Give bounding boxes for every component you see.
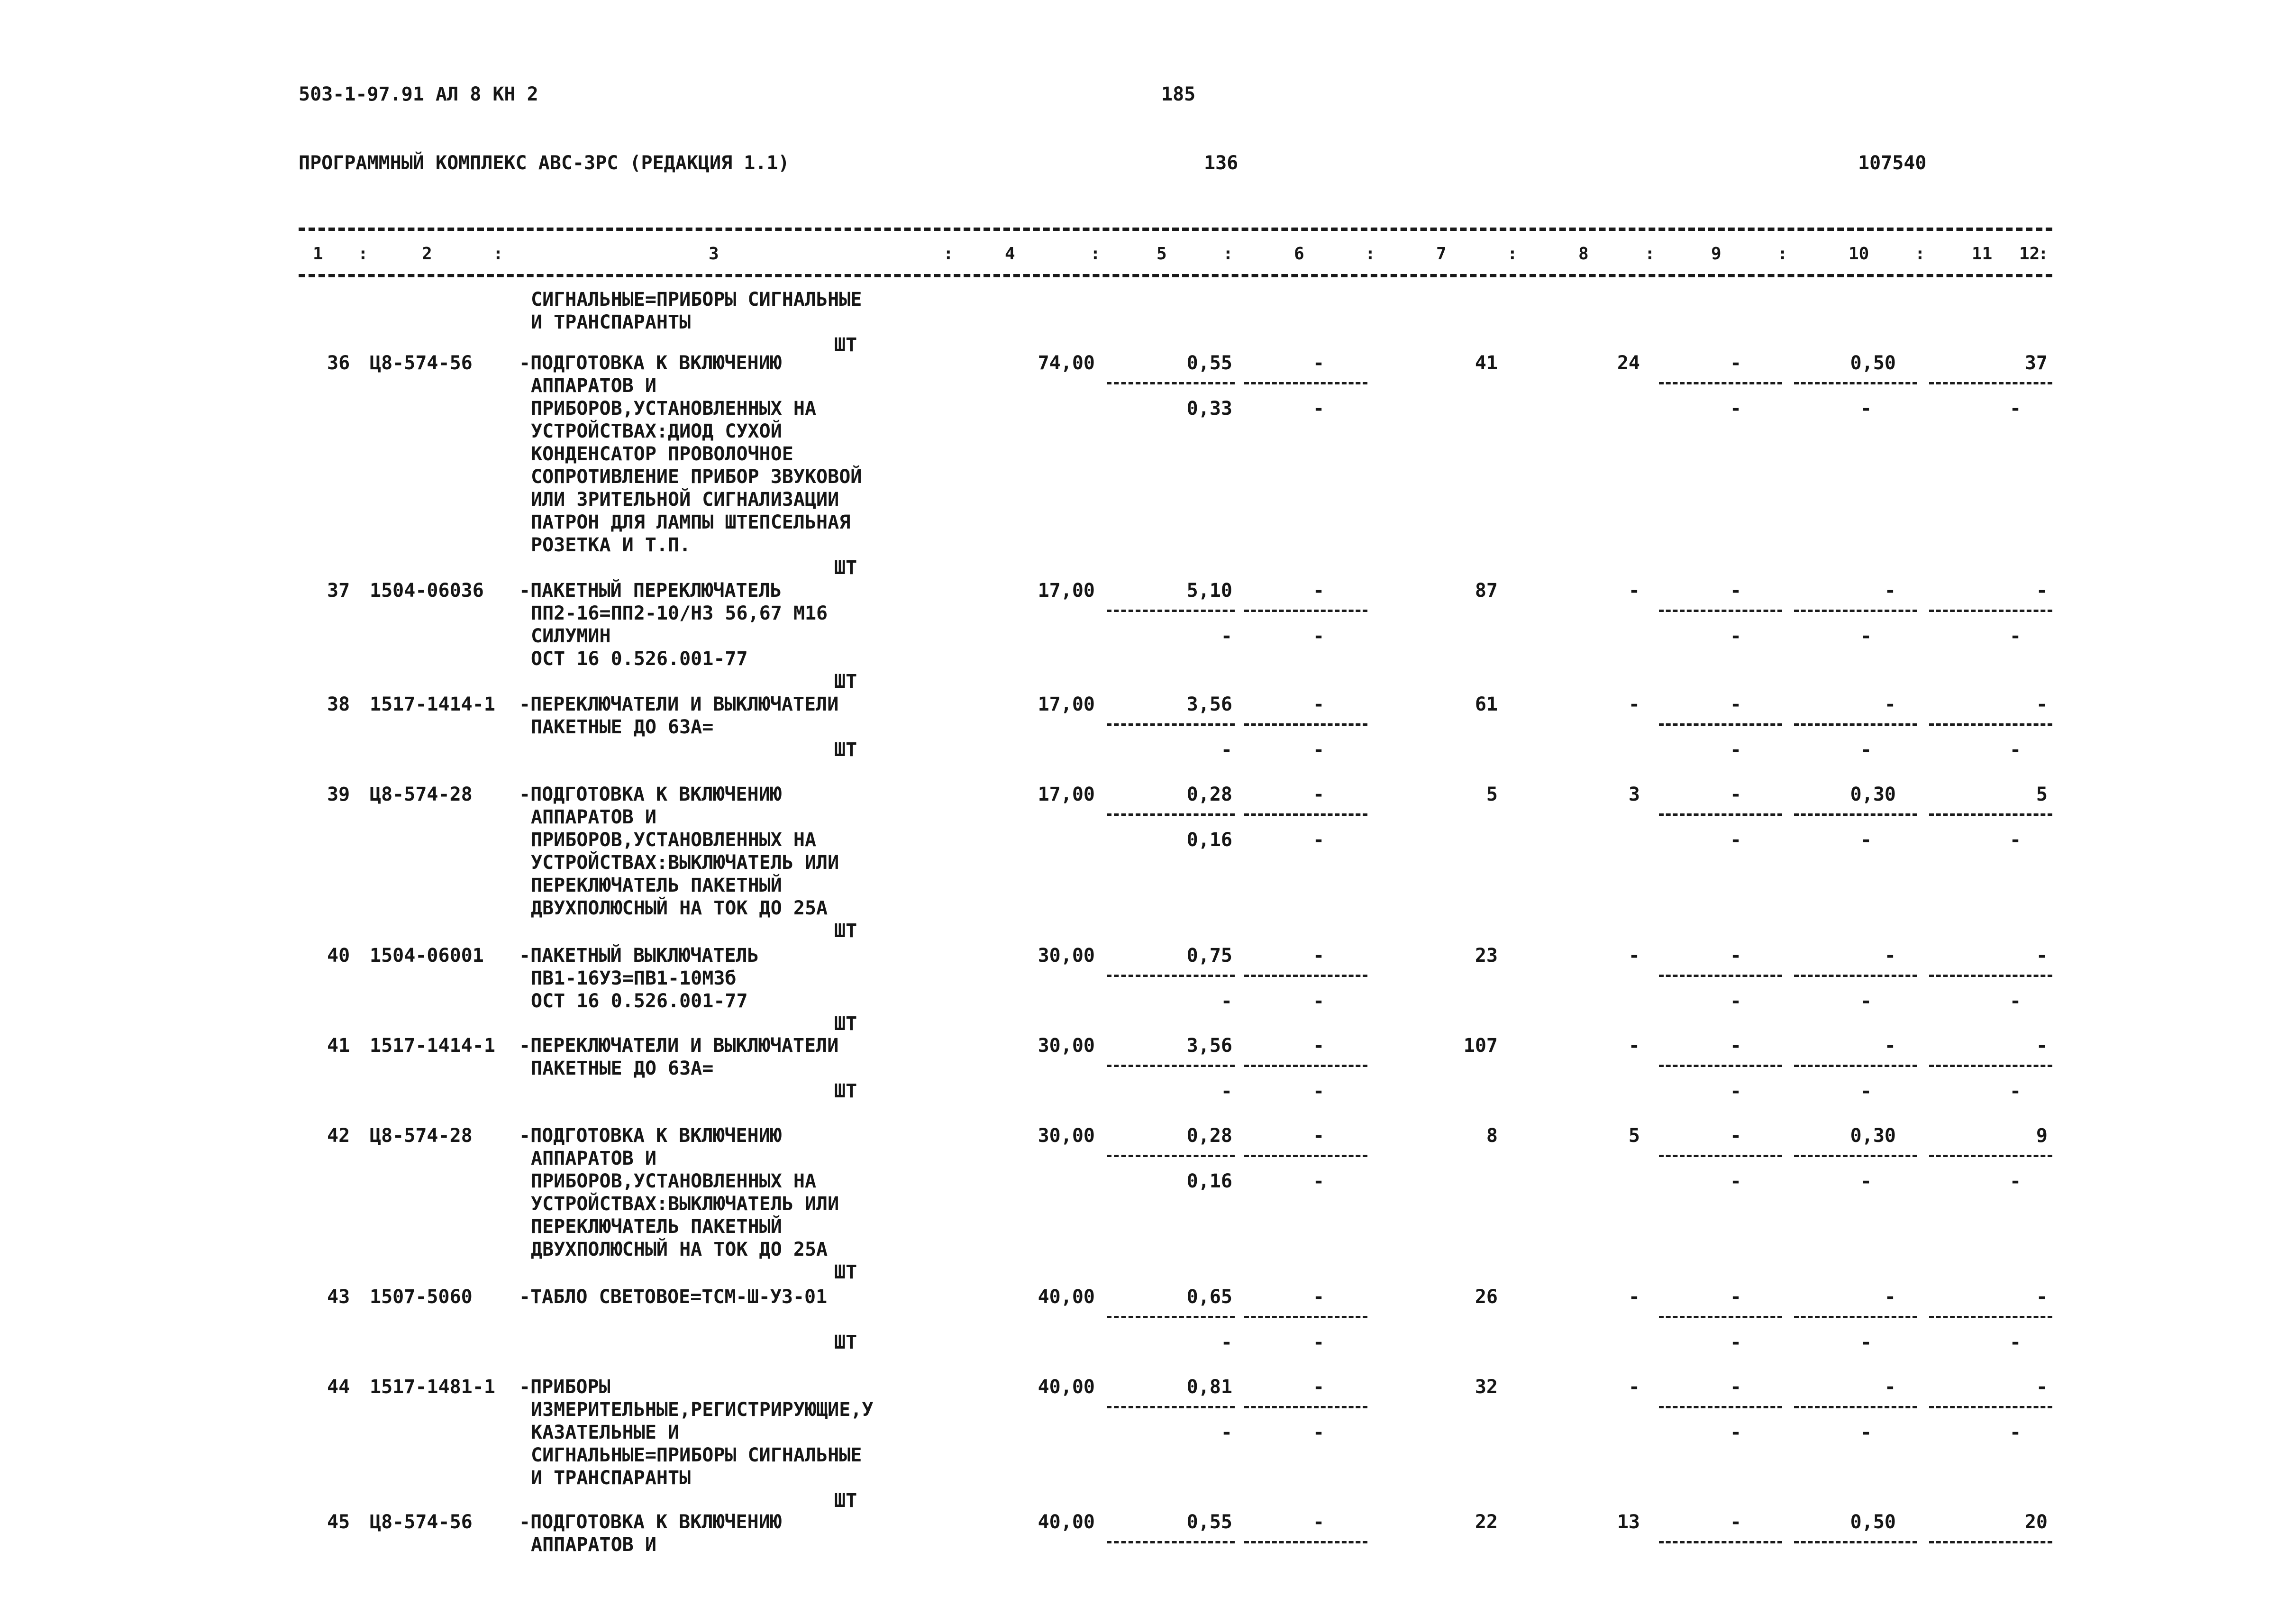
separator-dash (1929, 1155, 2052, 1157)
row-description-line: ДВУХПОЛЮСНЫЙ НА ТОК ДО 25А (531, 897, 828, 919)
row-col9-bottom: - (1730, 1170, 1742, 1192)
top-rule (299, 228, 2052, 231)
column-header-cell: 8 (1578, 244, 1589, 264)
row-description-line: СОПРОТИВЛЕНИЕ ПРИБОР ЗВУКОВОЙ (531, 466, 862, 488)
row-description-line: -ПАКЕТНЫЙ ПЕРЕКЛЮЧАТЕЛЬ (519, 580, 782, 602)
separator-dash (1794, 1541, 1917, 1543)
row-col6-top: - (1313, 1035, 1325, 1057)
intro-unit: ШТ (834, 334, 857, 356)
row-description-line: -ПРИБОРЫ (519, 1376, 610, 1398)
row-unit: ШТ (834, 1490, 857, 1512)
row-number: 40 (327, 945, 350, 967)
column-header-cell: : (2038, 244, 2049, 264)
row-col5-bottom: 0,33 (1186, 398, 1232, 420)
row-unit: ШТ (834, 1013, 857, 1035)
column-header-cell: : (358, 244, 368, 264)
row-unit: ШТ (834, 739, 857, 761)
row-col5-top: 0,81 (1186, 1376, 1232, 1398)
row-number: 39 (327, 784, 350, 805)
row-col10-top: - (1884, 1035, 1896, 1057)
row-col9-top: - (1730, 1286, 1742, 1308)
row-col9-top: - (1730, 352, 1742, 374)
row-col11-bottom: - (2010, 1422, 2022, 1443)
row-code: Ц8-574-28 (370, 1125, 473, 1147)
intro-line-1: СИГНАЛЬНЫЕ=ПРИБОРЫ СИГНАЛЬНЫЕ (531, 289, 862, 310)
row-quantity: 40,00 (1038, 1286, 1095, 1308)
row-col11-top: 9 (2036, 1125, 2048, 1147)
row-col5-bottom: 0,16 (1186, 829, 1232, 851)
row-col7: 5 (1486, 784, 1498, 805)
row-col7: 61 (1475, 693, 1498, 715)
row-col6-top: - (1313, 693, 1325, 715)
row-col8: - (1628, 1376, 1640, 1398)
row-description-line: УСТРОЙСТВАХ:ВЫКЛЮЧАТЕЛЬ ИЛИ (531, 1193, 839, 1215)
row-col9-bottom: - (1730, 1422, 1742, 1443)
row-description-line: ПП2-16=ПП2-10/Н3 56,67 М16 (531, 602, 828, 624)
page-number: 185 (1161, 83, 1196, 105)
column-header-cell: : (1645, 244, 1655, 264)
row-code: 1517-1414-1 (370, 693, 495, 715)
row-quantity: 30,00 (1038, 1035, 1095, 1057)
header-bottom-rule (299, 274, 2052, 277)
row-col6-top: - (1313, 1511, 1325, 1533)
row-col8: 5 (1628, 1125, 1640, 1147)
separator-dash (1794, 1406, 1917, 1408)
row-quantity: 30,00 (1038, 945, 1095, 967)
row-col11-top: 5 (2036, 784, 2048, 805)
column-header-cell: : (943, 244, 954, 264)
row-col9-top: - (1730, 945, 1742, 967)
row-col11-bottom: - (2010, 990, 2022, 1012)
row-unit: ШТ (834, 1261, 857, 1283)
row-description-line: -ТАБЛО СВЕТОВОЕ=ТСМ-Ш-У3-01 (519, 1286, 828, 1308)
row-col10-bottom: - (1860, 625, 1872, 647)
row-number: 37 (327, 580, 350, 602)
row-col11-top: - (2036, 580, 2048, 602)
separator-dash (1244, 1541, 1367, 1543)
row-unit: ШТ (834, 1332, 857, 1353)
separator-dash (1929, 382, 2052, 384)
row-description-line: -ПЕРЕКЛЮЧАТЕЛИ И ВЫКЛЮЧАТЕЛИ (519, 1035, 839, 1057)
row-col5-bottom: - (1220, 625, 1232, 647)
separator-dash (1244, 382, 1367, 384)
separator-dash (1794, 1155, 1917, 1157)
separator-dash (1244, 1406, 1367, 1408)
row-code: 1517-1481-1 (370, 1376, 495, 1398)
separator-dash (1107, 382, 1235, 384)
row-col10-bottom: - (1860, 1422, 1872, 1443)
row-col9-bottom: - (1730, 625, 1742, 647)
row-code: 1504-06001 (370, 945, 484, 967)
row-col10-top: - (1884, 945, 1896, 967)
row-col9-top: - (1730, 1511, 1742, 1533)
row-unit: ШТ (834, 671, 857, 693)
row-col9-bottom: - (1730, 990, 1742, 1012)
row-description-line: -ПОДГОТОВКА К ВКЛЮЧЕНИЮ (519, 352, 782, 374)
row-col11-bottom: - (2010, 625, 2022, 647)
row-description-line: ИЛИ ЗРИТЕЛЬНОЙ СИГНАЛИЗАЦИИ (531, 489, 839, 511)
row-col10-top: 0,30 (1850, 1125, 1896, 1147)
separator-dash (1794, 1065, 1917, 1067)
column-header-cell: 10 (1849, 244, 1869, 264)
row-col9-top: - (1730, 784, 1742, 805)
separator-dash (1794, 1316, 1917, 1318)
separator-dash (1244, 975, 1367, 977)
row-col7: 107 (1463, 1035, 1498, 1057)
row-number: 43 (327, 1286, 350, 1308)
row-col5-bottom: - (1220, 1422, 1232, 1443)
column-header-cell: : (1090, 244, 1101, 264)
row-quantity: 30,00 (1038, 1125, 1095, 1147)
separator-dash (1659, 610, 1782, 612)
program-title: ПРОГРАММНЫЙ КОМПЛЕКС АВС-3РС (РЕДАКЦИЯ 1.1) (299, 152, 790, 174)
separator-dash (1107, 813, 1235, 816)
row-description-line: ПРИБОРОВ,УСТАНОВЛЕННЫХ НА (531, 829, 817, 851)
column-header-cell: 3 (709, 244, 719, 264)
row-col11-top: 20 (2024, 1511, 2048, 1533)
row-description-line: КАЗАТЕЛЬНЫЕ И (531, 1422, 680, 1443)
row-description-line: ДВУХПОЛЮСНЫЙ НА ТОК ДО 25А (531, 1239, 828, 1260)
row-description-line: ПАТРОН ДЛЯ ЛАМПЫ ШТЕПСЕЛЬНАЯ (531, 511, 851, 533)
separator-dash (1107, 1541, 1235, 1543)
row-description-line: ПРИБОРОВ,УСТАНОВЛЕННЫХ НА (531, 398, 817, 420)
separator-dash (1244, 610, 1367, 612)
separator-dash (1107, 1316, 1235, 1318)
column-header-cell: : (1777, 244, 1788, 264)
row-col8: 24 (1617, 352, 1640, 374)
row-col5-bottom: - (1220, 990, 1232, 1012)
separator-dash (1107, 723, 1235, 726)
row-col5-top: 0,28 (1186, 784, 1232, 805)
row-col10-bottom: - (1860, 1170, 1872, 1192)
row-quantity: 17,00 (1038, 784, 1095, 805)
row-number: 44 (327, 1376, 350, 1398)
row-unit: ШТ (834, 1080, 857, 1102)
row-col6-bottom: - (1313, 1332, 1325, 1353)
row-description-line: АППАРАТОВ И (531, 1534, 656, 1556)
row-col9-top: - (1730, 580, 1742, 602)
row-description-line: ПРИБОРОВ,УСТАНОВЛЕННЫХ НА (531, 1170, 817, 1192)
row-col9-top: - (1730, 693, 1742, 715)
column-header-cell: 1 (313, 244, 323, 264)
row-col10-top: 0,50 (1850, 1511, 1896, 1533)
column-header-cell: 7 (1436, 244, 1447, 264)
row-col10-bottom: - (1860, 1332, 1872, 1353)
column-header-cell: 11 (1972, 244, 1993, 264)
row-col9-top: - (1730, 1035, 1742, 1057)
row-col10-bottom: - (1860, 398, 1872, 420)
row-col7: 23 (1475, 945, 1498, 967)
separator-dash (1794, 382, 1917, 384)
row-col7: 41 (1475, 352, 1498, 374)
row-col5-top: 0,28 (1186, 1125, 1232, 1147)
row-col6-top: - (1313, 1376, 1325, 1398)
row-col6-bottom: - (1313, 739, 1325, 761)
row-col6-top: - (1313, 784, 1325, 805)
row-col9-bottom: - (1730, 829, 1742, 851)
row-description-line: ПЕРЕКЛЮЧАТЕЛЬ ПАКЕТНЫЙ (531, 1216, 782, 1238)
row-col10-top: - (1884, 1376, 1896, 1398)
row-col6-top: - (1313, 1125, 1325, 1147)
row-col8: - (1628, 945, 1640, 967)
row-col5-bottom: - (1220, 1080, 1232, 1102)
row-col10-top: - (1884, 580, 1896, 602)
separator-dash (1659, 1406, 1782, 1408)
column-header-cell: 2 (422, 244, 432, 264)
row-description-line: -ПЕРЕКЛЮЧАТЕЛИ И ВЫКЛЮЧАТЕЛИ (519, 693, 839, 715)
row-col7: 87 (1475, 580, 1498, 602)
column-header-cell: 9 (1711, 244, 1721, 264)
row-quantity: 74,00 (1038, 352, 1095, 374)
separator-dash (1929, 723, 2052, 726)
separator-dash (1244, 813, 1367, 816)
row-col6-bottom: - (1313, 1170, 1325, 1192)
row-description-line: ОСТ 16 0.526.001-77 (531, 990, 748, 1012)
separator-dash (1659, 1316, 1782, 1318)
row-quantity: 40,00 (1038, 1376, 1095, 1398)
row-col10-top: - (1884, 1286, 1896, 1308)
separator-dash (1107, 610, 1235, 612)
row-col7: 32 (1475, 1376, 1498, 1398)
row-col10-top: - (1884, 693, 1896, 715)
row-quantity: 17,00 (1038, 580, 1095, 602)
row-col5-bottom: 0,16 (1186, 1170, 1232, 1192)
separator-dash (1244, 1316, 1367, 1318)
row-col7: 26 (1475, 1286, 1498, 1308)
row-unit: ШТ (834, 557, 857, 579)
row-col9-bottom: - (1730, 398, 1742, 420)
row-code: Ц8-574-56 (370, 1511, 473, 1533)
row-col9-bottom: - (1730, 1332, 1742, 1353)
column-header-cell: : (1365, 244, 1375, 264)
row-col10-bottom: - (1860, 1080, 1872, 1102)
row-col7: 8 (1486, 1125, 1498, 1147)
separator-dash (1659, 1155, 1782, 1157)
row-description-line: АППАРАТОВ И (531, 375, 656, 397)
row-col8: - (1628, 1035, 1640, 1057)
row-code: 1517-1414-1 (370, 1035, 495, 1057)
row-number: 36 (327, 352, 350, 374)
separator-dash (1659, 1065, 1782, 1067)
row-quantity: 40,00 (1038, 1511, 1095, 1533)
row-col10-bottom: - (1860, 990, 1872, 1012)
row-description-line: АППАРАТОВ И (531, 1148, 656, 1169)
row-number: 45 (327, 1511, 350, 1533)
row-col6-bottom: - (1313, 1080, 1325, 1102)
row-col6-bottom: - (1313, 1422, 1325, 1443)
row-col10-top: 0,30 (1850, 784, 1896, 805)
column-header-cell: : (1507, 244, 1518, 264)
row-number: 41 (327, 1035, 350, 1057)
row-col11-bottom: - (2010, 739, 2022, 761)
row-col11-bottom: - (2010, 1080, 2022, 1102)
row-col11-top: - (2036, 1286, 2048, 1308)
row-col11-bottom: - (2010, 1332, 2022, 1353)
row-description-line: СИЛУМИН (531, 625, 611, 647)
row-col7: 22 (1475, 1511, 1498, 1533)
row-description-line: И ТРАНСПАРАНТЫ (531, 1467, 691, 1489)
column-header-cell: 12 (2019, 244, 2040, 264)
separator-dash (1107, 1406, 1235, 1408)
row-col6-top: - (1313, 352, 1325, 374)
separator-dash (1659, 723, 1782, 726)
row-col11-bottom: - (2010, 829, 2022, 851)
row-col5-top: 0,55 (1186, 352, 1232, 374)
separator-dash (1929, 1541, 2052, 1543)
separator-dash (1929, 813, 2052, 816)
separator-dash (1929, 1065, 2052, 1067)
row-col5-top: 5,10 (1186, 580, 1232, 602)
row-col11-top: - (2036, 1035, 2048, 1057)
row-col8: - (1628, 693, 1640, 715)
row-col11-top: 37 (2024, 352, 2048, 374)
separator-dash (1659, 975, 1782, 977)
separator-dash (1244, 723, 1367, 726)
column-header-cell: 6 (1294, 244, 1304, 264)
row-description-line: -ПОДГОТОВКА К ВКЛЮЧЕНИЮ (519, 784, 782, 805)
row-quantity: 17,00 (1038, 693, 1095, 715)
row-col8: 13 (1617, 1511, 1640, 1533)
row-col6-bottom: - (1313, 829, 1325, 851)
row-description-line: -ПОДГОТОВКА К ВКЛЮЧЕНИЮ (519, 1511, 782, 1533)
row-col6-top: - (1313, 945, 1325, 967)
row-description-line: КОНДЕНСАТОР ПРОВОЛОЧНОЕ (531, 443, 793, 465)
row-col5-bottom: - (1220, 739, 1232, 761)
row-unit: ШТ (834, 920, 857, 942)
row-description-line: ПЕРЕКЛЮЧАТЕЛЬ ПАКЕТНЫЙ (531, 875, 782, 896)
row-col10-bottom: - (1860, 739, 1872, 761)
separator-dash (1659, 1541, 1782, 1543)
row-col8: - (1628, 1286, 1640, 1308)
row-description-line: ИЗМЕРИТЕЛЬНЫЕ,РЕГИСТРИРУЮЩИЕ,У (531, 1399, 874, 1421)
intro-line-2: И ТРАНСПАРАНТЫ (531, 311, 691, 333)
separator-dash (1929, 975, 2052, 977)
separator-dash (1107, 975, 1235, 977)
row-code: Ц8-574-56 (370, 352, 473, 374)
row-description-line: -ПОДГОТОВКА К ВКЛЮЧЕНИЮ (519, 1125, 782, 1147)
separator-dash (1929, 1406, 2052, 1408)
row-col9-top: - (1730, 1376, 1742, 1398)
row-number: 38 (327, 693, 350, 715)
doc-code: 503-1-97.91 АЛ 8 КН 2 (299, 83, 538, 105)
row-col11-top: - (2036, 693, 2048, 715)
row-col5-top: 0,75 (1186, 945, 1232, 967)
doc-id: 107540 (1858, 152, 1927, 174)
separator-dash (1659, 382, 1782, 384)
separator-dash (1794, 723, 1917, 726)
row-col6-top: - (1313, 580, 1325, 602)
row-col5-top: 3,56 (1186, 693, 1232, 715)
row-description-line: ОСТ 16 0.526.001-77 (531, 648, 748, 670)
row-description-line: РОЗЕТКА И Т.П. (531, 534, 691, 556)
separator-dash (1929, 1316, 2052, 1318)
row-col10-bottom: - (1860, 829, 1872, 851)
row-col9-top: - (1730, 1125, 1742, 1147)
separator-dash (1107, 1155, 1235, 1157)
row-description-line: СИГНАЛЬНЫЕ=ПРИБОРЫ СИГНАЛЬНЫЕ (531, 1444, 862, 1466)
row-code: 1504-06036 (370, 580, 484, 602)
row-col8: - (1628, 580, 1640, 602)
row-description-line: ПАКЕТНЫЕ ДО 63А= (531, 716, 714, 738)
row-col11-top: - (2036, 945, 2048, 967)
row-description-line: АППАРАТОВ И (531, 806, 656, 828)
separator-dash (1929, 610, 2052, 612)
row-description-line: УСТРОЙСТВАХ:ВЫКЛЮЧАТЕЛЬ ИЛИ (531, 852, 839, 874)
row-col11-top: - (2036, 1376, 2048, 1398)
row-col6-bottom: - (1313, 625, 1325, 647)
row-description-line: УСТРОЙСТВАХ:ДИОД СУХОЙ (531, 420, 782, 442)
row-col8: 3 (1628, 784, 1640, 805)
column-header-cell: : (1915, 244, 1925, 264)
sheet-number: 136 (1204, 152, 1239, 174)
row-col5-top: 0,55 (1186, 1511, 1232, 1533)
row-col6-bottom: - (1313, 398, 1325, 420)
column-header-cell: : (1223, 244, 1233, 264)
row-col5-top: 3,56 (1186, 1035, 1232, 1057)
row-description-line: ПВ1-16У3=ПВ1-10М3б (531, 967, 737, 989)
row-code: Ц8-574-28 (370, 784, 473, 805)
separator-dash (1244, 1155, 1367, 1157)
column-header-cell: : (493, 244, 503, 264)
row-col6-top: - (1313, 1286, 1325, 1308)
row-number: 42 (327, 1125, 350, 1147)
column-header-cell: 5 (1157, 244, 1167, 264)
separator-dash (1794, 813, 1917, 816)
row-code: 1507-5060 (370, 1286, 473, 1308)
row-col11-bottom: - (2010, 398, 2022, 420)
row-col11-bottom: - (2010, 1170, 2022, 1192)
row-col9-bottom: - (1730, 739, 1742, 761)
column-header-cell: 4 (1005, 244, 1015, 264)
row-description-line: ПАКЕТНЫЕ ДО 63А= (531, 1058, 714, 1079)
row-col9-bottom: - (1730, 1080, 1742, 1102)
separator-dash (1794, 610, 1917, 612)
row-description-line: -ПАКЕТНЫЙ ВЫКЛЮЧАТЕЛЬ (519, 945, 759, 967)
row-col5-top: 0,65 (1186, 1286, 1232, 1308)
row-col6-bottom: - (1313, 990, 1325, 1012)
separator-dash (1244, 1065, 1367, 1067)
separator-dash (1107, 1065, 1235, 1067)
separator-dash (1794, 975, 1917, 977)
row-col5-bottom: - (1220, 1332, 1232, 1353)
row-col10-top: 0,50 (1850, 352, 1896, 374)
separator-dash (1659, 813, 1782, 816)
